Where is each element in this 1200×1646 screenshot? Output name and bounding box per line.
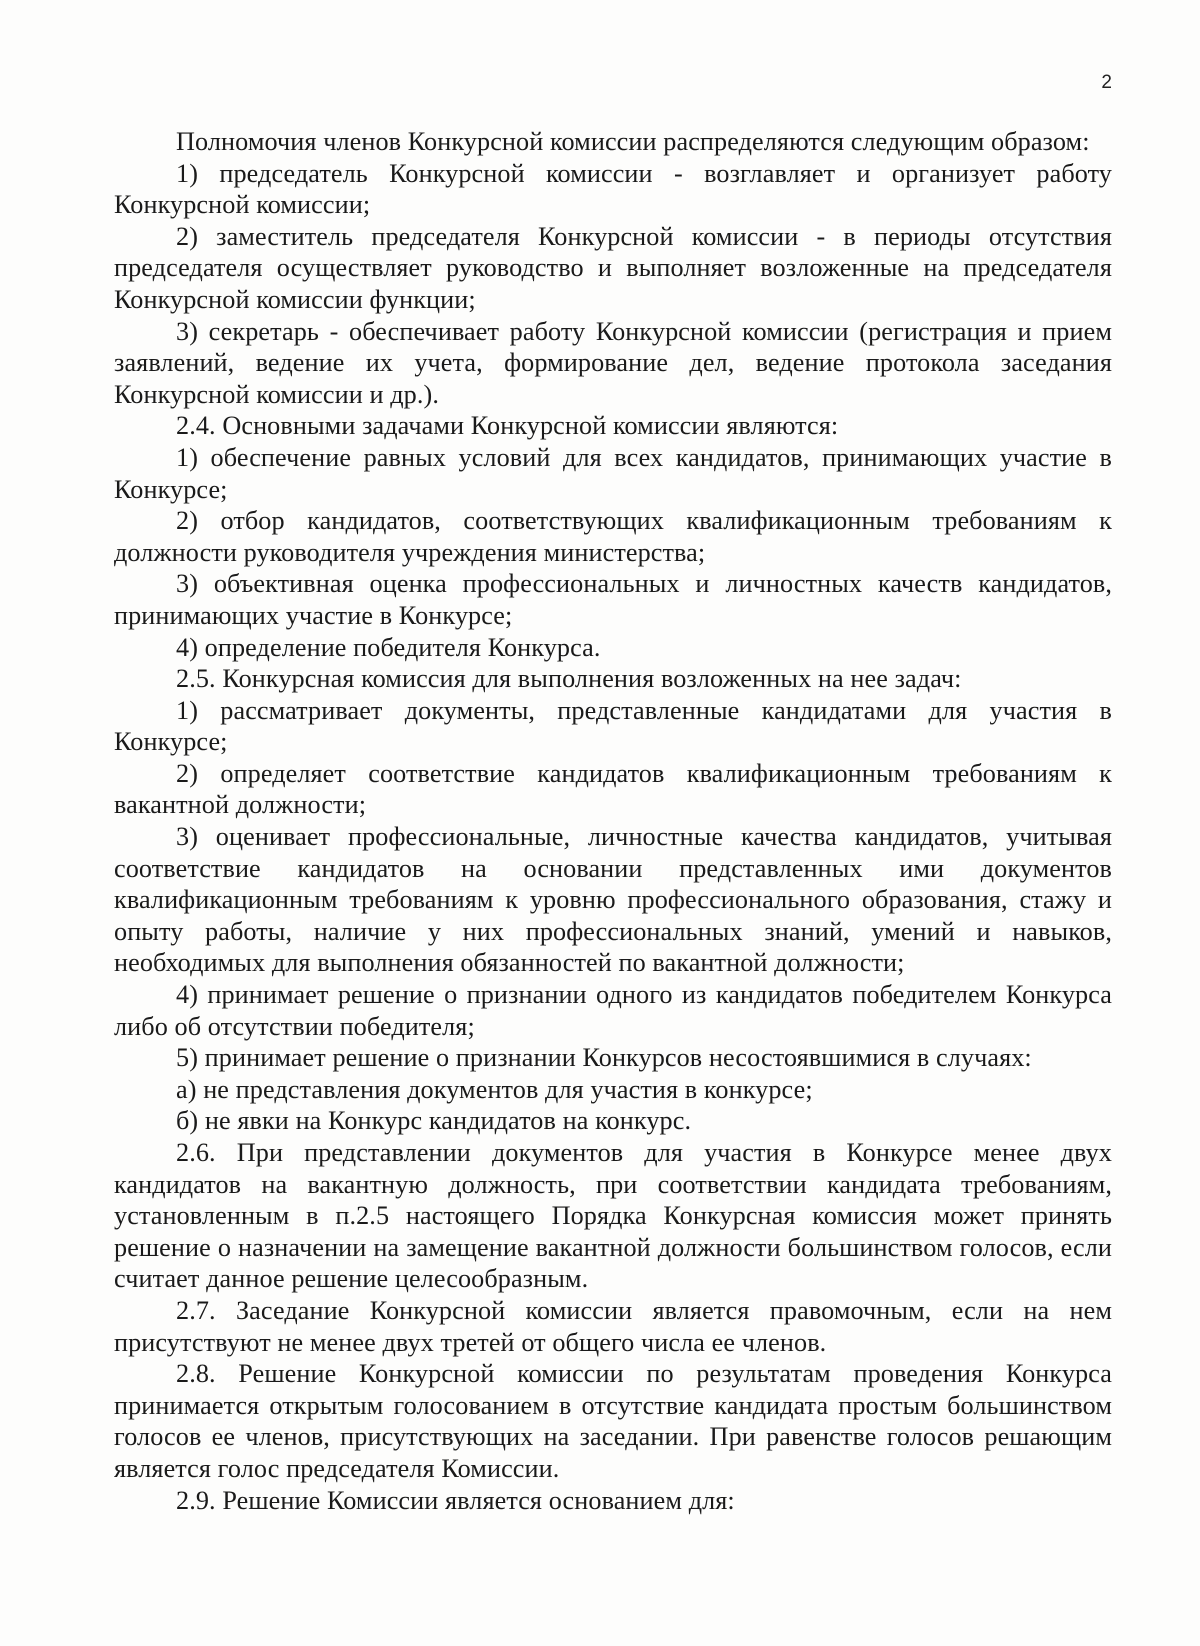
paragraph: 3) оценивает профессиональные, личностные качества кандидатов, учитывая соответствие кандидатов на основании представленных ими документов квалификационным требованиям к уровню профессионального образования, стажу и опыту работы, наличие у них профессиональных знаний, умений и навыков, необходимых для выполнения обязанностей по вакантной должности; [114, 822, 1112, 978]
paragraph: 2) заместитель председателя Конкурсной комиссии - в периоды отсутствия председателя осуществляет руководство и выполняет возложенные на председателя Конкурсной комиссии функции; [114, 221, 1112, 314]
paragraph: 2.4. Основными задачами Конкурсной комиссии являются: [176, 411, 839, 441]
paragraph: 1) председатель Конкурсной комиссии - возглавляет и организует работу Конкурсной комиссии; [114, 158, 1112, 220]
paragraph: 2.8. Решение Конкурсной комиссии по результатам проведения Конкурса принимается открытым голосованием в отсутствие кандидата простым большинством голосов ее членов, присутствующих на заседании. При равенстве голосов решающим является голос председателя Комиссии. [114, 1359, 1112, 1483]
paragraph: 1) рассматривает документы, представленные кандидатами для участия в Конкурсе; [114, 695, 1112, 757]
paragraph: 3) объективная оценка профессиональных и личностных качеств кандидатов, принимающих участие в Конкурсе; [114, 569, 1112, 630]
paragraph: б) не явки на Конкурс кандидатов на конкурс. [176, 1106, 692, 1136]
paragraph: Полномочия членов Конкурсной комиссии распределяются следующим образом: [176, 127, 1090, 156]
paragraph: а) не представления документов для участия в конкурсе; [176, 1074, 813, 1104]
paragraph: 2.7. Заседание Конкурсной комиссии является правомочным, если на нем присутствуют не менее двух третей от общего числа ее членов. [114, 1295, 1112, 1357]
paragraph: 5) принимает решение о признании Конкурсов несостоявшимися в случаях: [176, 1043, 1032, 1073]
page-number: 2 [1101, 72, 1112, 93]
paragraph: 2.9. Решение Комиссии является основанием для: [176, 1485, 735, 1515]
paragraph: 1) обеспечение равных условий для всех кандидатов, принимающих участие в Конкурсе; [114, 442, 1112, 504]
paragraph: 2.6. При представлении документов для участия в Конкурсе менее двух кандидатов на вакантную должность, при соответствии кандидата требованиям, установленным в п.2.5 настоящего Порядка Конкурсная комиссия может принять решение о назначении на замещение вакантной должности большинством голосов, если считает данное решение целесообразным. [114, 1138, 1112, 1294]
paragraph: 4) принимает решение о признании одного из кандидатов победителем Конкурса либо об отсутствии победителя; [114, 980, 1112, 1041]
document-body [114, 126, 1112, 1516]
paragraph: 2.5. Конкурсная комиссия для выполнения возложенных на нее задач: [176, 664, 962, 694]
paragraph: 4) определение победителя Конкурса. [176, 632, 601, 662]
paragraph: 2) определяет соответствие кандидатов квалификационным требованиям к вакантной должности; [114, 758, 1112, 820]
paragraph: 3) секретарь - обеспечивает работу Конкурсной комиссии (регистрация и прием заявлений, ведение их учета, формирование дел, ведение протокола заседания Конкурсной комиссии и др.). [114, 316, 1112, 409]
paragraph: 2) отбор кандидатов, соответствующих квалификационным требованиям к должности руководителя учреждения министерства; [114, 506, 1112, 567]
